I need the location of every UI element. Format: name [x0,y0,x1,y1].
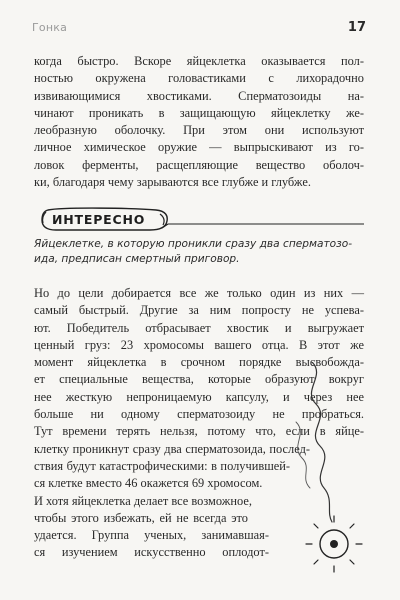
text-line: ют. Победитель отбрасывает хвостик и выгружает [34,320,364,335]
text-line: Тут времени терять нельзя, потому что, если в яйце- [34,424,364,439]
callout-label: ИНТЕРЕСНО [52,212,146,227]
text-line: самый быстрый. Другие за ним попросту не успева- [34,303,364,318]
text-line: ся изучением искусственно оплодот- [34,545,269,560]
text-line: ценный груз: 23 хромосомы вашего отца. В этот же [34,337,364,352]
text-line: чтобы этого избежать, ей не всегда это [34,510,248,525]
text-line: личное химическое оружие — выпрыскивают из го- [34,140,364,155]
page-number: 17 [347,19,366,35]
interesting-callout [34,206,364,268]
callout-line: ида, предписан смертный приговор. [34,253,240,265]
text-line: больше ни одному сперматозоиду не пробраться. [34,407,364,422]
callout-line: Яйцеклетке, в которую проникли сразу два сперматозо- [34,238,353,250]
text-line: Но до цели добирается все же только один из них — [34,286,364,300]
text-line: И хотя яйцеклетка делает все возможное, [34,493,252,508]
callout-text [34,237,364,267]
text-line: клетку проникнут сразу два сперматозоида, послед- [34,441,310,456]
text-line: ки, благодаря чему зарываются все глубже и глубже. [34,175,311,190]
text-line: чинают проникать в защищающую яйцеклетку же- [34,105,364,120]
text-line: момент яйцеклетка в срочном порядке высвобожда- [34,355,364,370]
running-head: Гонка [32,20,68,34]
paragraph-1 [34,53,364,191]
text-line: ностью окружена головастиками с лихорадочно [34,71,364,86]
text-line: удается. Группа ученых, занимавшая- [34,528,269,543]
text-line: когда быстро. Вскоре яйцеклетка оказывается пол- [34,54,364,68]
text-line: леобразную оболочку. При этом они используют [34,123,364,138]
text-line: ет специальные вещества, которые образуют вокруг [34,372,364,387]
text-line: ся клетке вместо 46 окажется 69 хромосом. [34,476,263,491]
text-line: нее жесткую непроницаемую капсулу, и через нее [34,389,364,404]
text-line: извивающимися хвостиками. Сперматозоиды на- [34,88,364,103]
text-line: ловок ферменты, расщепляющие вещество оболоч- [34,157,364,172]
text-line: ствия будут катастрофическими: в получившей- [34,458,290,473]
sperm-egg-sketch-icon [272,362,382,592]
page-header [32,16,366,38]
